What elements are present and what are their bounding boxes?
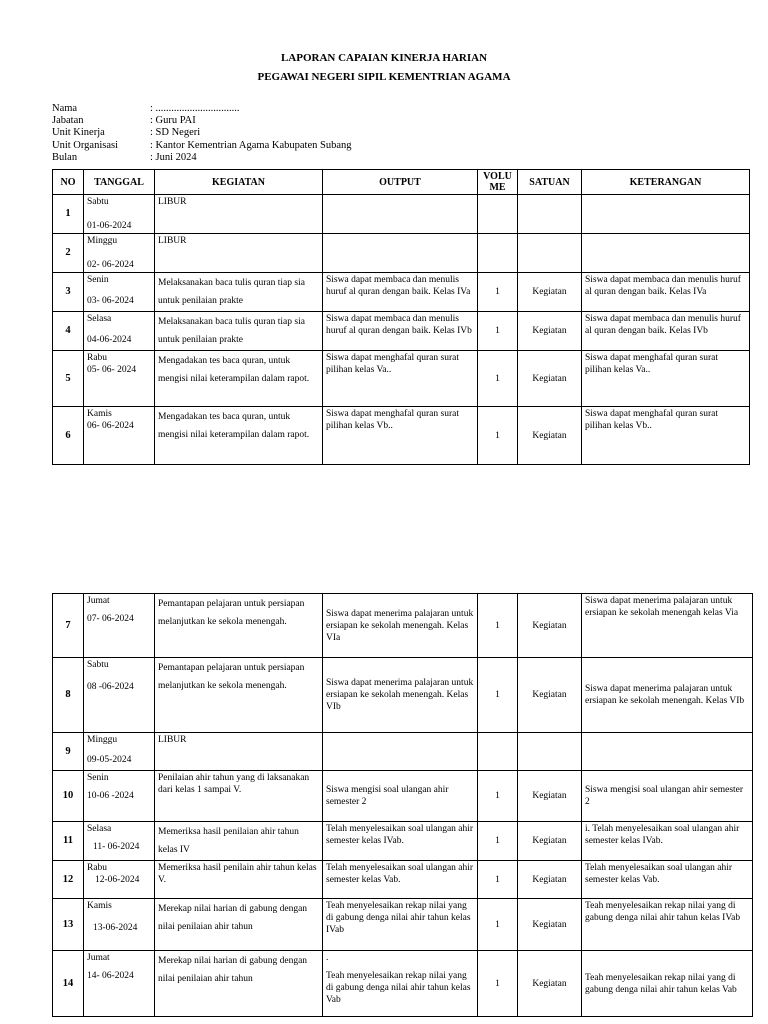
row-volume: 1 xyxy=(478,351,518,407)
row-volume: 1 xyxy=(478,312,518,351)
row-output-prefix: . xyxy=(326,953,329,963)
row-no: 13 xyxy=(53,899,84,951)
header-kegiatan: KEGIATAN xyxy=(155,170,323,195)
row-day: Sabtu xyxy=(87,660,109,670)
row-tanggal xyxy=(84,594,155,658)
header-tanggal: TANGGAL xyxy=(84,170,155,195)
row-output: Siswa dapat menerima palajaran untuk ersiapan ke sekolah menengah. Kelas VIa xyxy=(323,594,478,658)
row-output: Siswa dapat menerima palajaran untuk ersiapan ke sekolah menengah. Kelas VIb xyxy=(323,658,478,733)
row-date: 12-06-2024 xyxy=(95,875,140,885)
info-jabatan xyxy=(52,115,351,127)
row-date: 08 -06-2024 xyxy=(87,682,134,692)
row-tanggal xyxy=(84,861,155,899)
row-day: Jumat xyxy=(87,953,110,963)
row-keterangan: Siswa dapat membaca dan menulis huruf al quran dengan baik. Kelas IVb xyxy=(582,312,750,351)
row-no: 6 xyxy=(53,407,84,465)
row-no: 2 xyxy=(53,234,84,273)
row-no: 10 xyxy=(53,771,84,822)
table-row xyxy=(53,594,753,658)
info-label: Bulan xyxy=(52,151,78,163)
row-tanggal xyxy=(84,733,155,771)
row-output: Telah menyelesaikan soal ulangan ahir semester kelas IVab. xyxy=(323,822,478,861)
row-kegiatan: LIBUR xyxy=(155,234,323,273)
row-day: Minggu xyxy=(87,236,118,246)
row-day: Kamis xyxy=(87,409,112,419)
table-row xyxy=(53,861,753,899)
row-volume: 1 xyxy=(478,658,518,733)
row-keterangan: Siswa dapat menerima palajaran untuk ersiapan ke sekolah menengah. Kelas VIb xyxy=(582,658,753,733)
info-nama xyxy=(52,103,351,115)
row-volume: 1 xyxy=(478,822,518,861)
table-row xyxy=(53,771,753,822)
row-volume: 1 xyxy=(478,861,518,899)
row-day: Selasa xyxy=(87,824,112,834)
info-value: : SD Negeri xyxy=(150,127,201,139)
row-volume xyxy=(478,195,518,234)
row-output: Siswa dapat menghafal quran surat pilihan kelas Vb.. xyxy=(323,407,478,465)
header-volume-line1: VOLU xyxy=(483,171,512,182)
table-row xyxy=(53,273,750,312)
row-date: 09-05-2024 xyxy=(87,755,132,765)
header-output: OUTPUT xyxy=(323,170,478,195)
row-kegiatan: Merekap nilai harian di gabung dengan nilai penilaian ahir tahun xyxy=(155,951,323,1017)
row-satuan: Kegiatan xyxy=(518,351,582,407)
header-volume xyxy=(478,170,518,195)
row-keterangan: Siswa mengisi soal ulangan ahir semester 2 xyxy=(582,771,753,822)
row-tanggal xyxy=(84,771,155,822)
info-label: Nama xyxy=(52,103,78,114)
row-satuan: Kegiatan xyxy=(518,861,582,899)
row-tanggal xyxy=(84,273,155,312)
row-volume: 1 xyxy=(478,771,518,822)
row-output: Siswa dapat membaca dan menulis huruf al quran dengan baik. Kelas IVa xyxy=(323,273,478,312)
row-tanggal xyxy=(84,407,155,465)
row-satuan xyxy=(518,234,582,273)
row-date: 01-06-2024 xyxy=(87,221,132,231)
info-label: Unit Organisasi xyxy=(52,139,119,151)
header-volume-line2: ME xyxy=(489,182,506,193)
row-no: 4 xyxy=(53,312,84,351)
row-kegiatan: Merekap nilai harian di gabung dengan nilai penilaian ahir tahun xyxy=(155,899,323,951)
row-volume: 1 xyxy=(478,407,518,465)
row-satuan: Kegiatan xyxy=(518,273,582,312)
row-keterangan: Teah menyelesaikan rekap nilai yang di gabung denga nilai ahir tahun kelas IVab xyxy=(582,899,753,951)
row-satuan: Kegiatan xyxy=(518,771,582,822)
row-day: Kamis xyxy=(87,901,112,911)
row-output-text: Teah menyelesaikan rekap nilai yang di gabung denga nilai ahir tahun kelas Vab xyxy=(326,971,471,1005)
employee-info xyxy=(52,103,351,164)
row-satuan: Kegiatan xyxy=(518,312,582,351)
row-date: 06- 06-2024 xyxy=(87,421,134,431)
table-header-row xyxy=(53,170,750,195)
row-tanggal xyxy=(84,899,155,951)
info-label: Jabatan xyxy=(52,115,84,127)
row-volume xyxy=(478,234,518,273)
row-volume xyxy=(478,733,518,771)
row-date: 13-06-2024 xyxy=(93,923,138,933)
info-value: : Kantor Kementrian Agama Kabupaten Subang xyxy=(150,139,352,151)
table-row xyxy=(53,351,750,407)
row-satuan: Kegiatan xyxy=(518,822,582,861)
table-row xyxy=(53,899,753,951)
activity-table xyxy=(52,169,750,465)
table-row xyxy=(53,658,753,733)
row-tanggal xyxy=(84,234,155,273)
row-no: 7 xyxy=(53,594,84,658)
row-kegiatan: LIBUR xyxy=(155,733,323,771)
row-no: 1 xyxy=(53,195,84,234)
row-kegiatan: Melaksanakan baca tulis quran tiap sia untuk penilaian prakte xyxy=(155,312,323,351)
row-satuan: Kegiatan xyxy=(518,594,582,658)
report-subtitle: PEGAWAI NEGERI SIPIL KEMENTRIAN AGAMA xyxy=(257,71,511,83)
row-date: 05- 06- 2024 xyxy=(87,365,137,375)
row-no: 11 xyxy=(53,822,84,861)
row-day: Selasa xyxy=(87,314,112,324)
row-kegiatan: Memeriksa hasil penilaian ahir tahun kelas IV xyxy=(155,822,323,861)
row-output: Telah menyelesaikan soal ulangan ahir semester kelas Vab. xyxy=(323,861,478,899)
row-no: 5 xyxy=(53,351,84,407)
row-date: 03- 06-2024 xyxy=(87,296,134,306)
info-bulan xyxy=(52,152,351,164)
row-date: 04-06-2024 xyxy=(87,335,132,345)
info-unit-organisasi xyxy=(52,140,351,152)
table-row xyxy=(53,195,750,234)
info-unit-kinerja xyxy=(52,127,351,139)
table-row xyxy=(53,951,753,1017)
row-output: Siswa dapat membaca dan menulis huruf al quran dengan baik. Kelas IVb xyxy=(323,312,478,351)
row-output: Teah menyelesaikan rekap nilai yang di gabung denga nilai ahir tahun kelas IVab xyxy=(323,899,478,951)
row-day: Senin xyxy=(87,275,109,285)
row-tanggal xyxy=(84,658,155,733)
activity-table-continued xyxy=(52,593,753,1017)
row-date: 11- 06-2024 xyxy=(93,842,140,852)
row-volume: 1 xyxy=(478,594,518,658)
row-keterangan xyxy=(582,195,750,234)
row-kegiatan: Memeriksa hasil penilain ahir tahun kelas V. xyxy=(155,861,323,899)
row-date: 10-06 -2024 xyxy=(87,791,134,801)
row-output xyxy=(323,195,478,234)
row-keterangan xyxy=(582,234,750,273)
row-volume: 1 xyxy=(478,273,518,312)
row-keterangan xyxy=(582,733,753,771)
info-value: : Guru PAI xyxy=(150,115,196,127)
row-day: Minggu xyxy=(87,735,118,745)
report-title: LAPORAN CAPAIAN KINERJA HARIAN xyxy=(280,52,488,64)
row-keterangan: Telah menyelesaikan soal ulangan ahir semester kelas Vab. xyxy=(582,861,753,899)
table-row xyxy=(53,822,753,861)
row-volume: 1 xyxy=(478,951,518,1017)
row-kegiatan: Mengadakan tes baca quran, untuk mengisi nilai keterampilan dalam rapot. xyxy=(155,407,323,465)
row-date: 07- 06-2024 xyxy=(87,614,134,624)
row-output xyxy=(323,234,478,273)
row-kegiatan: Melaksanakan baca tulis quran tiap sia untuk penilaian prakte xyxy=(155,273,323,312)
row-output: Siswa dapat menghafal quran surat pilihan kelas Va.. xyxy=(323,351,478,407)
header-no: NO xyxy=(53,170,84,195)
row-tanggal xyxy=(84,312,155,351)
row-keterangan: Siswa dapat menghafal quran surat pilihan kelas Va.. xyxy=(582,351,750,407)
info-value: : ................................ xyxy=(150,103,240,114)
row-kegiatan: Pemantapan pelajaran untuk persiapan melanjutkan ke sekola menengah. xyxy=(155,594,323,658)
info-value: : Juni 2024 xyxy=(150,151,197,163)
row-output xyxy=(323,733,478,771)
row-no: 3 xyxy=(53,273,84,312)
table-row xyxy=(53,312,750,351)
table-row xyxy=(53,234,750,273)
row-kegiatan: Mengadakan tes baca quran, untuk mengisi nilai keterampilan dalam rapot. xyxy=(155,351,323,407)
row-satuan xyxy=(518,733,582,771)
row-volume: 1 xyxy=(478,899,518,951)
row-date: 14- 06-2024 xyxy=(87,971,134,981)
row-tanggal xyxy=(84,951,155,1017)
row-day: Jumat xyxy=(87,596,110,606)
row-output: Siswa mengisi soal ulangan ahir semester 2 xyxy=(323,771,478,822)
header-satuan: SATUAN xyxy=(518,170,582,195)
table-row xyxy=(53,733,753,771)
row-tanggal xyxy=(84,195,155,234)
row-tanggal xyxy=(84,822,155,861)
row-tanggal xyxy=(84,351,155,407)
row-day: Rabu xyxy=(87,353,108,363)
row-satuan: Kegiatan xyxy=(518,951,582,1017)
row-satuan: Kegiatan xyxy=(518,899,582,951)
row-keterangan: i. Telah menyelesaikan soal ulangan ahir semester kelas IVab. xyxy=(582,822,753,861)
row-keterangan: Siswa dapat menghafal quran surat pilihan kelas Vb.. xyxy=(582,407,750,465)
row-no: 14 xyxy=(53,951,84,1017)
table-row xyxy=(53,407,750,465)
row-satuan xyxy=(518,195,582,234)
row-day: Sabtu xyxy=(87,197,109,207)
row-kegiatan: Pemantapan pelajaran untuk persiapan melanjutkan ke sekola menengah. xyxy=(155,658,323,733)
row-keterangan: Teah menyelesaikan rekap nilai yang di gabung denga nilai ahir tahun kelas Vab xyxy=(582,951,753,1017)
row-output xyxy=(323,951,478,1017)
row-kegiatan: LIBUR xyxy=(155,195,323,234)
row-day: Senin xyxy=(87,773,109,783)
row-kegiatan: Penilaian ahir tahun yang di laksanakan dari kelas 1 sampai V. xyxy=(155,771,323,822)
row-satuan: Kegiatan xyxy=(518,658,582,733)
info-label: Unit Kinerja xyxy=(52,127,105,139)
row-no: 12 xyxy=(53,861,84,899)
row-satuan: Kegiatan xyxy=(518,407,582,465)
row-keterangan: Siswa dapat membaca dan menulis huruf al quran dengan baik. Kelas IVa xyxy=(582,273,750,312)
row-date: 02- 06-2024 xyxy=(87,260,134,270)
row-keterangan: Siswa dapat menerima palajaran untuk ersiapan ke sekolah menengah kelas Via xyxy=(582,594,753,658)
row-day: Rabu xyxy=(87,863,108,873)
row-no: 8 xyxy=(53,658,84,733)
header-keterangan: KETERANGAN xyxy=(582,170,750,195)
row-no: 9 xyxy=(53,733,84,771)
